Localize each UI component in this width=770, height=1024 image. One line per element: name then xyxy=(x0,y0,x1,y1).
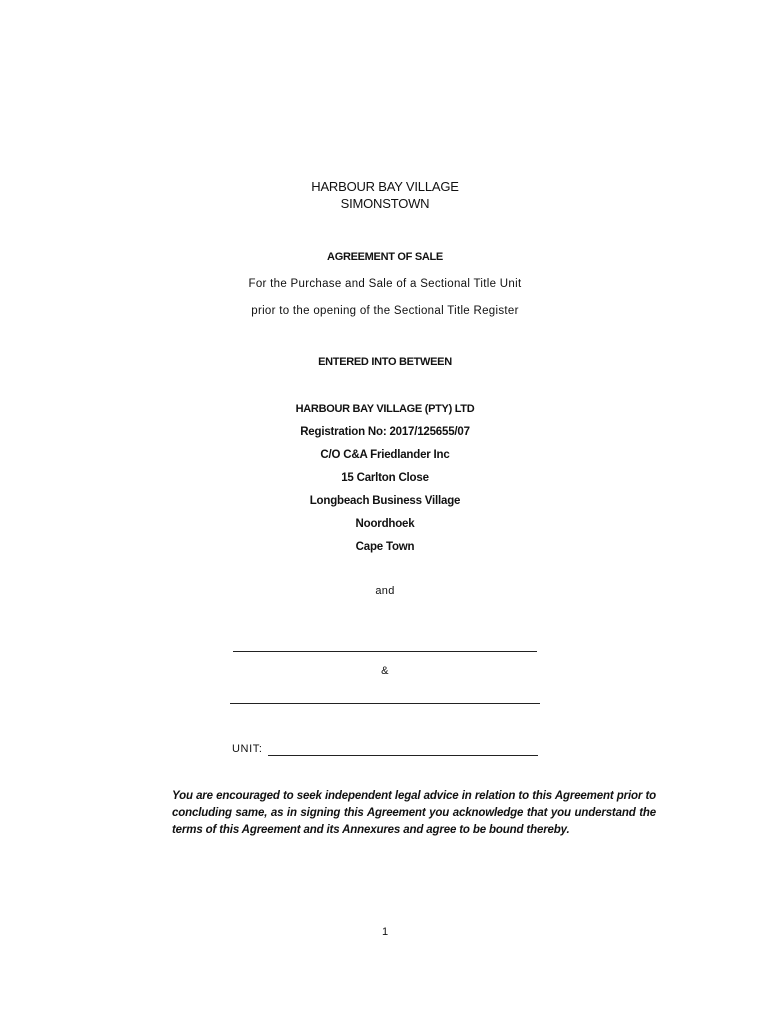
title-line-1: HARBOUR BAY VILLAGE xyxy=(311,179,459,194)
entered-into-heading: ENTERED INTO BETWEEN xyxy=(318,356,452,368)
seller-street: 15 Carlton Close xyxy=(341,472,429,484)
purchaser-2-blank[interactable] xyxy=(230,703,540,704)
subtitle-line-2: prior to the opening of the Sectional Title Register xyxy=(251,305,519,317)
seller-suburb: Noordhoek xyxy=(355,518,415,530)
legal-advice-notice: You are encouraged to seek independent legal advice in relation to this Agreement prior to concluding same, as in signing this Agreement you acknowledge that you understand the terms of this Agreement and its Annexures and agree to be bound thereby. xyxy=(172,790,656,836)
and-text: and xyxy=(375,585,395,597)
seller-business-park: Longbeach Business Village xyxy=(309,495,461,507)
seller-care-of: C/O C&A Friedlander Inc xyxy=(320,449,450,461)
subtitle-line-1: For the Purchase and Sale of a Sectional Title Unit xyxy=(248,278,522,290)
unit-blank[interactable] xyxy=(268,755,538,756)
seller-name: HARBOUR BAY VILLAGE (PTY) LTD xyxy=(295,403,475,415)
ampersand-text: & xyxy=(381,665,389,677)
purchaser-1-blank[interactable] xyxy=(233,651,537,652)
title-line-2: SIMONSTOWN xyxy=(340,196,430,211)
unit-label: UNIT: xyxy=(232,743,263,755)
seller-city: Cape Town xyxy=(355,541,415,553)
agreement-heading: AGREEMENT OF SALE xyxy=(327,251,443,263)
seller-registration: Registration No: 2017/125655/07 xyxy=(300,426,470,438)
page-number: 1 xyxy=(381,926,389,938)
